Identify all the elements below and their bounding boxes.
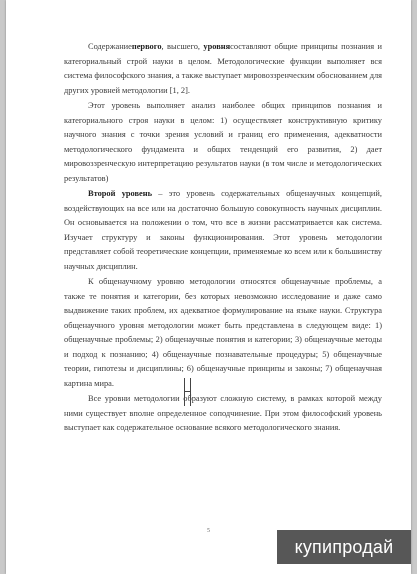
paragraph-1-rest: составляют общие принципы познания и категориальный строй науки в целом. Методологические функции выполняет вся система философского знания, а также выступает мировоззренческим обоснованием для других уровней методологии [1, 2]. — [64, 42, 382, 95]
paragraph-5: Все уровни методологии образуют сложную систему, в рамках которой между ними существует вполне определенное соподчинение. При этом философский уровень выступает как содержательное основание всякого методологического знания. — [64, 394, 382, 432]
paragraph-1-bold2: уровня — [203, 42, 231, 51]
paragraph-1-bold: первого — [131, 42, 162, 51]
text-cursor-icon — [184, 378, 191, 406]
paragraph-3-rest: – это уровень содержательных общенаучных концепций, воздействующих на все или на достаточно большую совокупность научных дисциплин. Он основывается на положении о том, что все в жизни рассматривается как система. Изучает структуру и законы функционирования. Этот уровень методологии представляет собой теоретические концепции, применяемые ко всем или к большинству научных дисциплин. — [64, 189, 382, 271]
paragraph-1-lead: Содержание — [88, 42, 132, 51]
page-number: 5 — [207, 528, 210, 534]
paragraph-1-mid: , высшего, — [161, 42, 204, 51]
paragraph-3-bold: Второй уровень — [88, 189, 153, 198]
paragraph-4: К общенаучному уровню методологии относятся общенаучные проблемы, а также те понятия и категории, без которых невозможно исследование и даже само выдвижение таких проблем, их адекватное формулирование на языке науки. Структура общенаучного уровня методологии может быть представлена в следующем виде: 1) общенаучные проблемы; 2) общенаучные понятия и категории; 3) общенаучные методы и подход к познанию; 4) общенаучные познавательные процедуры; 5) общенаучные теории, гипотезы и дисциплины; 6) общенаучные принципы и законы; 7) общенаучная картина мира. — [64, 277, 382, 388]
paragraph-1 — [64, 40, 382, 98]
watermark-logo: купипродай — [277, 530, 411, 564]
paragraph-2: Этот уровень выполняет анализ наиболее общих принципов познания и категориального строя науки в целом: 1) осуществляет конструктивную критику научного знания с точки зрения условий и границ его применения, адекватности методологического фундамента и общих тенденций его развития, 2) дает мировоззренческую интерпретацию результатов науки (в том числе и методологических результатов) — [64, 101, 382, 183]
document-body — [64, 40, 382, 437]
paragraph-3 — [64, 187, 382, 274]
document-page — [6, 0, 411, 574]
